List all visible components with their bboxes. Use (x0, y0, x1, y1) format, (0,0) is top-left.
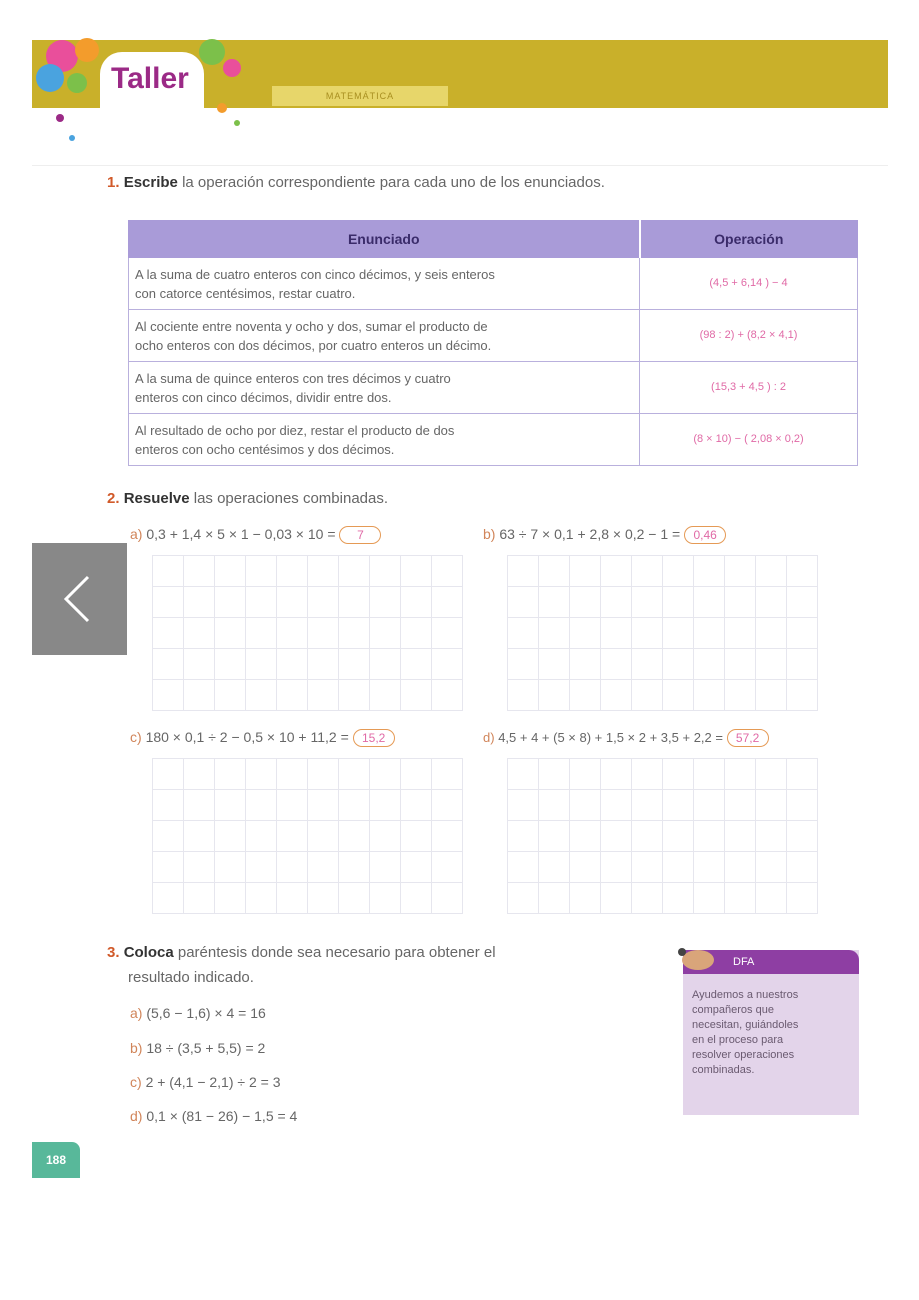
table-row (129, 414, 858, 466)
unit-tag: MATEMÁTICA (272, 86, 448, 106)
statement-line: enteros con ocho centésimos y dos décimos. (135, 441, 395, 457)
hand-pointer-icon (676, 944, 720, 974)
work-grid-c[interactable] (152, 758, 463, 914)
question-number: 3. (107, 944, 120, 961)
dfa-text (692, 988, 847, 1078)
operation-cell: (8 × 10) − ( 2,08 × 0,2) (640, 414, 858, 466)
item-label: b) (130, 1040, 143, 1056)
statement-cell (129, 258, 640, 310)
statement-line: Al resultado de ocho por diez, restar el producto de dos (135, 422, 455, 438)
parenthesis-item-c (130, 1074, 281, 1090)
question-3-continued: resultado indicado. (128, 969, 254, 986)
parenthesis-item-d (130, 1108, 297, 1124)
dfa-title: DFA (683, 950, 859, 974)
column-header: Operación (640, 221, 858, 258)
dfa-line: en el proceso para (692, 1034, 784, 1046)
table-header-row (129, 221, 858, 258)
exercise-label: a) (130, 526, 143, 542)
question-3 (107, 944, 652, 961)
work-grid-d[interactable] (507, 758, 818, 914)
statement-cell (129, 362, 640, 414)
exercise-expression: 180 × 0,1 ÷ 2 − 0,5 × 10 + 11,2 = (145, 729, 349, 745)
statement-cell (129, 414, 640, 466)
exercise-label: c) (130, 729, 142, 745)
item-label: d) (130, 1108, 143, 1124)
exercise-answer: 0,46 (684, 526, 726, 544)
question-verb: Resuelve (123, 490, 190, 507)
previous-page-button[interactable] (32, 543, 127, 655)
exercise-a (130, 526, 381, 544)
question-verb: Coloca (123, 944, 174, 961)
dfa-line: necesitan, guiándoles (692, 1019, 799, 1031)
table-row (129, 362, 858, 414)
question-2 (107, 490, 388, 507)
statement-line: enteros con cinco décimos, dividir entre dos. (135, 389, 392, 405)
item-expression: (5,6 − 1,6) × 4 = 16 (146, 1005, 266, 1021)
operation-cell: (98 : 2) + (8,2 × 4,1) (640, 310, 858, 362)
item-expression: 0,1 × (81 − 26) − 1,5 = 4 (146, 1108, 298, 1124)
item-expression: 2 + (4,1 − 2,1) ÷ 2 = 3 (145, 1074, 281, 1090)
exercise-expression: 0,3 + 1,4 × 5 × 1 − 0,03 × 10 = (146, 526, 336, 542)
question-number: 2. (107, 490, 120, 507)
statement-line: Al cociente entre noventa y ocho y dos, sumar el producto de (135, 318, 488, 334)
exercise-answer: 7 (339, 526, 381, 544)
dfa-line: Ayudemos a nuestros (692, 989, 799, 1001)
operation-cell: (15,3 + 4,5 ) : 2 (640, 362, 858, 414)
parenthesis-item-b (130, 1040, 265, 1056)
exercise-answer: 57,2 (727, 729, 769, 747)
table-row (129, 258, 858, 310)
table-row (129, 310, 858, 362)
item-label: a) (130, 1005, 143, 1021)
statement-line: ocho enteros con dos décimos, por cuatro enteros un décimo. (135, 337, 492, 353)
item-expression: 18 ÷ (3,5 + 5,5) = 2 (146, 1040, 266, 1056)
page-number: 188 (32, 1142, 80, 1178)
dfa-line: compañeros que (692, 1004, 774, 1016)
exercise-answer: 15,2 (353, 729, 395, 747)
statement-line: con catorce centésimos, restar cuatro. (135, 285, 356, 301)
statement-line: A la suma de quince enteros con tres décimos y cuatro (135, 370, 451, 386)
question-text: paréntesis donde sea necesario para obtener el (177, 944, 496, 961)
item-label: c) (130, 1074, 142, 1090)
question-text: la operación correspondiente para cada uno de los enunciados. (182, 174, 605, 191)
statement-line: A la suma de cuatro enteros con cinco décimos, y seis enteros (135, 266, 495, 282)
operation-cell: (4,5 + 6,14 ) − 4 (640, 258, 858, 310)
exercise-c (130, 729, 395, 747)
exercise-b (483, 526, 726, 544)
exercise-label: b) (483, 526, 496, 542)
work-grid-a[interactable] (152, 555, 463, 711)
column-header: Enunciado (129, 221, 640, 258)
dfa-line: combinadas. (692, 1064, 755, 1076)
exercise-expression: 63 ÷ 7 × 0,1 + 2,8 × 0,2 − 1 = (499, 526, 681, 542)
exercise-expression: 4,5 + 4 + (5 × 8) + 1,5 × 2 + 3,5 + 2,2 = (498, 730, 723, 745)
dfa-line: resolver operaciones (692, 1049, 795, 1061)
parenthesis-item-a (130, 1005, 266, 1021)
question-number: 1. (107, 174, 120, 191)
header-divider (32, 165, 888, 166)
exercise-label: d) (483, 730, 495, 745)
operations-table (128, 220, 858, 466)
chevron-left-icon (54, 573, 104, 625)
question-text: las operaciones combinadas. (193, 490, 389, 507)
exercise-d (483, 729, 769, 747)
page-title: Taller (111, 62, 189, 95)
question-1 (107, 174, 605, 191)
statement-cell (129, 310, 640, 362)
work-grid-b[interactable] (507, 555, 818, 711)
question-verb: Escribe (123, 174, 178, 191)
